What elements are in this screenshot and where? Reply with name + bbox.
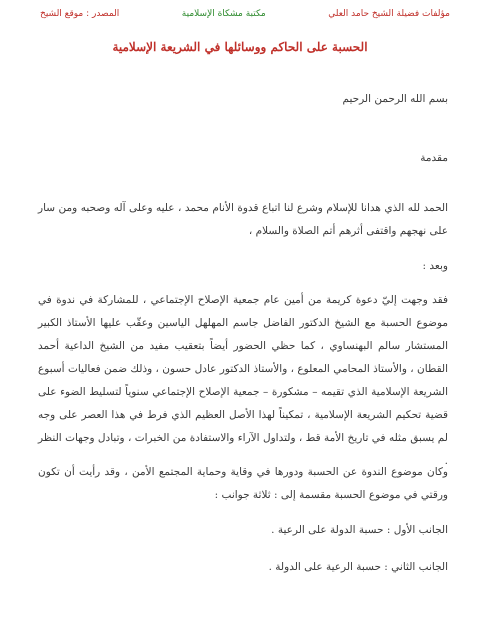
paragraph-praise: الحمد لله الذي هدانا للإسلام وشرع لنا اتباع قدوة الأنام محمد ، عليه وعلى آله وصحبه ومن سار على نهجهم واقتفى أثرهم أتم الصلاة والسلام ،	[38, 202, 448, 237]
header-author: مؤلفات فضيلة الشيخ حامد العلي	[328, 9, 450, 19]
basmala: بسم الله الرحمن الرحيم	[342, 93, 448, 105]
baad-line: وبعد :	[422, 260, 448, 272]
intro-heading: مقدمة	[420, 152, 448, 164]
side-two: الجانب الثاني : حسبة الرعية على الدولة .	[268, 561, 448, 573]
document-title: الحسبة على الحاكم ووسائلها في الشريعة الإسلامية	[112, 40, 368, 54]
side-one: الجانب الأول : حسبة الدولة على الرعية .	[271, 524, 448, 536]
paragraph-topic: وكان موضوع الندوة عن الحسبة ودورها في وقاية وحماية المجتمع الأمن ، وقد رأيت أن تكون ورقتي في موضوع الحسبة مقسمة إلى : ثلاثة جوانب :	[38, 466, 448, 501]
page-header	[40, 4, 450, 24]
header-library: مكتبة مشكاة الإسلامية	[181, 9, 266, 19]
paragraph-invitation: فقد وجهت إليّ دعوة كريمة من أمين عام جمعية الإصلاح الإجتماعي ، للمشاركة في ندوة في موضوع الحسبة مع الشيخ الدكتور الفاضل جاسم المهلهل الياسين وعقّب عليها الأستاذ الكبير المستشار سالم البهنساوي ، كما حظي الحضور أيضاً بتعقيب مفيد من الشيخ الداعية أحمد القطان ، والأستاذ المحامي المعلوع ، والأستاذ الدكتور عادل حسون ، وذلك ضمن فعاليات أسبوع الشريعة الإسلامية الذي تقيمه – مشكورة – جمعية الإصلاح الإجتماعي سنوياً لتسليط الضوء على قضية تحكيم الشريعة الإسلامية ، تمكيناً لهذا الأصل العظيم الذي فرط في هذا العصر على وجه لم يسبق مثله في تاريخ الأمة قط ، ولتداول الآراء والاستفادة من الخبرات ، وتبادل وجهات النظر .	[38, 294, 448, 467]
header-source: المصدر : موقع الشيخ	[40, 9, 120, 19]
